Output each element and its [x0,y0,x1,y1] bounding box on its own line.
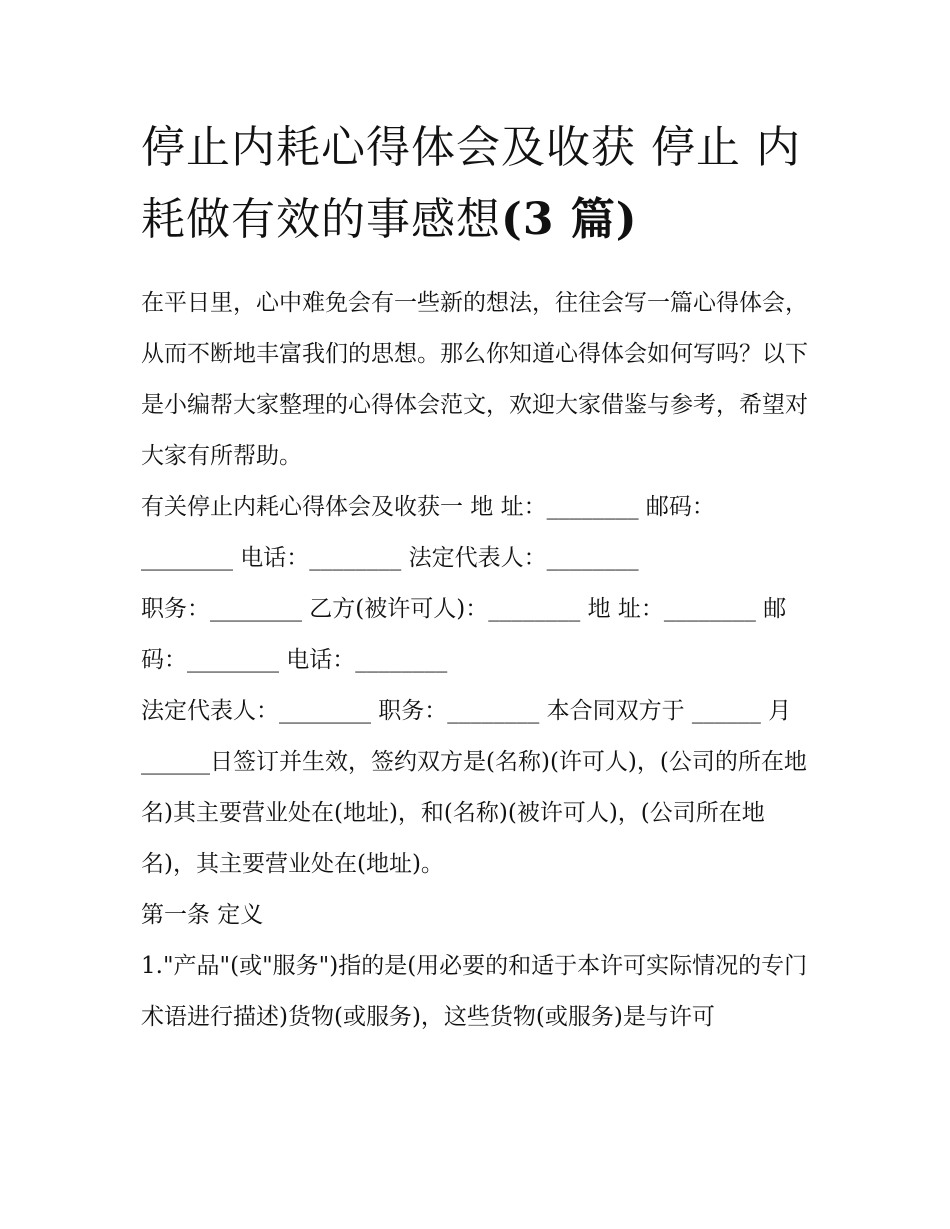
document-body [141,112,811,1043]
article-one-definition-1: 1."产品"(或"服务")指的是(用必要的和适于本许可实际情况的专门术语进行描述)货物(或服务)，这些货物(或服务)是与许可 [141,953,808,1030]
title-article-count: (3 篇) [501,194,638,245]
article-one-heading: 第一条 定义 [141,902,264,928]
document-title [141,112,811,256]
title-line-2: 内耗做有效的事感想 [141,122,801,245]
contract-line-signing: ______日签订并生效，签约双方是(名称)(许可人)，(公司的所在地名)其主要营业处在(地址)，和(名称)(被许可人)，(公司所在地名)，其主要营业处在(地址)。 [141,749,807,877]
intro-paragraph: 在平日里，心中难免会有一些新的想法，往往会写一篇心得体会，从而不断地丰富我们的思想。那么你知道心得体会如何写吗？以下是小编帮大家整理的心得体会范文，欢迎大家借鉴与参考，希望对大家有所帮助。 [141,290,808,469]
contract-line-party-a-address: 有关停止内耗心得体会及收获一 地 址：________ 邮码： [141,494,715,520]
contract-line-representative: 法定代表人：________ 职务：________ 本合同双方于 ______ 月 [141,698,792,724]
title-line-1: 停止内耗心得体会及收获 停止 [141,122,741,173]
contract-line-party-b-info: 职务：________ 乙方(被许可人)：________ 地 址：________ 邮码：________ 电话：________ [141,596,787,673]
contract-line-party-a-phone: ________ 电话：________ 法定代表人：________ [141,545,639,571]
